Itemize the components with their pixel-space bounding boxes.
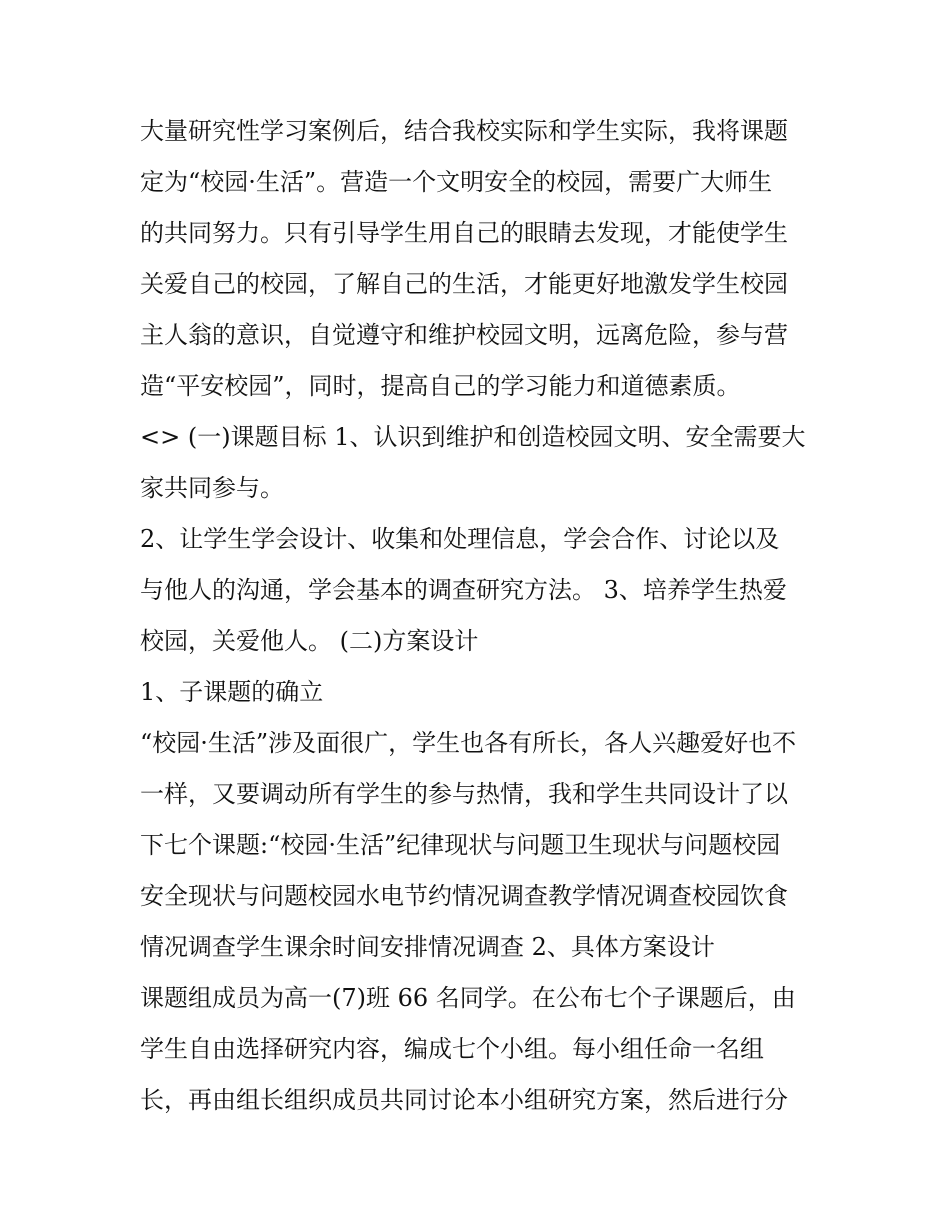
- text-line: 一样，又要调动所有学生的参与热情，我和学生共同设计了以: [140, 780, 788, 808]
- text-line: 长，再由组长组织成员共同讨论本小组研究方案，然后进行分: [140, 1086, 788, 1114]
- text-line: 课题组成员为高一(7)班 66 名同学。在公布七个子课题后，由: [140, 984, 796, 1012]
- text-line: 2、让学生学会设计、收集和处理信息，学会合作、讨论以及: [140, 525, 780, 553]
- text-line: 关爱自己的校园，了解自己的生活，才能更好地激发学生校园: [140, 270, 788, 298]
- text-line: “校园·生活”涉及面很广，学生也各有所长，各人兴趣爱好也不: [140, 729, 797, 757]
- document-body: [140, 106, 830, 1126]
- text-line: 与他人的沟通，学会基本的调查研究方法。 3、培养学生热爱: [140, 576, 787, 604]
- text-line: 造“平安校园”，同时，提高自己的学习能力和道德素质。: [140, 372, 741, 400]
- text-line: 大量研究性学习案例后，结合我校实际和学生实际，我将课题: [140, 117, 788, 145]
- text-line: 家共同参与。: [140, 474, 284, 502]
- text-line: 的共同努力。只有引导学生用自己的眼睛去发现，才能使学生: [140, 219, 788, 247]
- text-line: <> (一)课题目标 1、认识到维护和创造校园文明、安全需要大: [140, 423, 806, 451]
- text-line: 定为“校园·生活”。营造一个文明安全的校园，需要广大师生: [140, 168, 773, 196]
- text-line: 安全现状与问题校园水电节约情况调查教学情况调查校园饮食: [140, 882, 788, 910]
- text-line: 下七个课题:“校园·生活”纪律现状与问题卫生现状与问题校园: [140, 831, 781, 859]
- text-line: 1、子课题的确立: [140, 678, 324, 706]
- text-line: 情况调查学生课余时间安排情况调查 2、具体方案设计: [140, 933, 715, 961]
- text-line: 学生自由选择研究内容，编成七个小组。每小组任命一名组: [140, 1035, 764, 1063]
- text-line: 主人翁的意识，自觉遵守和维护校园文明，远离危险，参与营: [140, 321, 788, 349]
- text-line: 校园，关爱他人。 (二)方案设计: [140, 627, 479, 655]
